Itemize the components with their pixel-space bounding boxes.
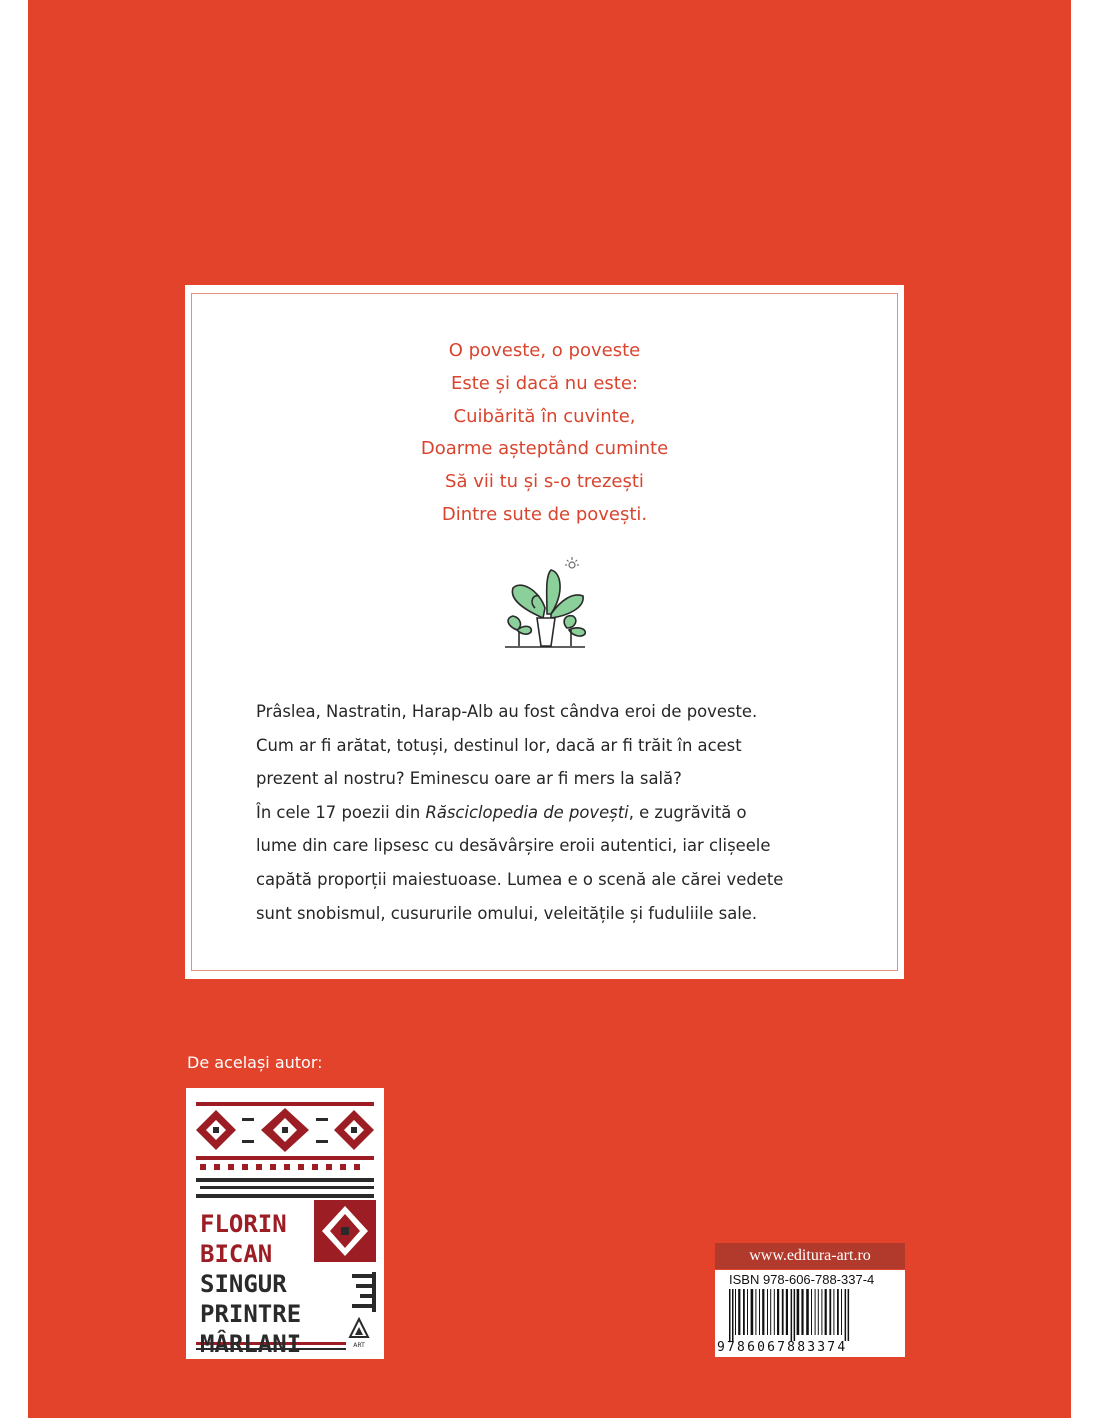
barcode-bar xyxy=(755,1289,756,1335)
related-book-title xyxy=(200,1209,301,1359)
poem xyxy=(185,335,904,532)
plant-illustration-icon xyxy=(495,548,595,656)
description-text: În cele 17 poezii din xyxy=(256,802,426,822)
barcode-bar xyxy=(791,1289,793,1341)
description-line xyxy=(256,796,846,830)
barcode-bar xyxy=(845,1289,847,1341)
book-title-line: PRINTRE xyxy=(200,1300,302,1328)
barcode-bar xyxy=(774,1289,775,1335)
barcode-number: 9786067883374 xyxy=(717,1340,848,1355)
description-line: prezent al nostru? Eminescu oare ar fi mers la sală? xyxy=(256,769,682,789)
description-line: lume din care lipsesc cu desăvârșire eroii autentici, iar clișeele xyxy=(256,836,771,856)
barcode-bar xyxy=(825,1289,827,1335)
barcode-bar xyxy=(738,1289,740,1335)
related-book-cover xyxy=(186,1088,384,1359)
isbn-block xyxy=(715,1270,905,1357)
book-author-line: FLORIN xyxy=(200,1210,287,1238)
description-paragraph xyxy=(256,796,846,930)
description-line: Cum ar fi arătat, totuși, destinul lor, dacă ar fi trăit în acest xyxy=(256,735,742,755)
barcode-area xyxy=(715,1243,905,1357)
description-line: sunt snobismul, cusururile omului, veleitățile și fuduliile sale. xyxy=(256,903,758,923)
description-line: capătă proporții maiestuoase. Lumea e o scenă ale cărei vedete xyxy=(256,869,784,889)
barcode-bar xyxy=(770,1289,771,1335)
text-panel xyxy=(185,285,904,979)
barcode-bar xyxy=(797,1289,800,1335)
barcode-bar xyxy=(794,1289,796,1341)
poem-line: Este și dacă nu este: xyxy=(451,372,638,394)
poem-line: Dintre sute de povești. xyxy=(441,503,648,525)
description-text: , e zugrăvită o xyxy=(628,802,747,822)
book-author-line: BICAN xyxy=(200,1240,273,1268)
barcode-bar xyxy=(782,1289,784,1335)
book-title-line: MÂRLANI xyxy=(200,1330,302,1358)
barcode-bar xyxy=(729,1289,731,1341)
book-back-cover xyxy=(28,0,1071,1418)
publisher-mark-text: ART xyxy=(353,1342,365,1349)
barcode-bar xyxy=(732,1289,734,1341)
barcode-icon xyxy=(725,1289,897,1341)
barcode-bar xyxy=(837,1289,839,1335)
description-line: Prâslea, Nastratin, Harap-Alb au fost cândva eroi de poveste. xyxy=(256,702,758,721)
barcode-bar xyxy=(848,1289,850,1341)
barcode-bar xyxy=(751,1289,754,1335)
book-title-italic: Răsciclopedia de povești xyxy=(425,802,629,822)
book-description xyxy=(256,695,846,930)
barcode-bar xyxy=(762,1289,764,1335)
barcode-bar xyxy=(821,1289,822,1335)
barcode-bar xyxy=(833,1289,834,1335)
barcode-bar xyxy=(829,1289,831,1335)
poem-line: Doarme așteptând cuminte xyxy=(420,438,669,460)
same-author-label: De același autor: xyxy=(187,1053,323,1072)
barcode-bar xyxy=(786,1289,788,1335)
barcode-bar xyxy=(811,1289,812,1335)
barcode-bar xyxy=(806,1289,809,1335)
isbn-text: ISBN 978-606-788-337-4 xyxy=(729,1272,875,1287)
barcode-bar xyxy=(815,1289,816,1335)
barcode-bar xyxy=(743,1289,745,1335)
publisher-logo-icon xyxy=(348,1317,370,1349)
barcode-bar xyxy=(818,1289,819,1335)
barcode-bar xyxy=(841,1289,842,1335)
barcode-bar xyxy=(767,1289,768,1335)
barcode-bar xyxy=(759,1289,760,1335)
poem-line: Să vii tu și s-o trezești xyxy=(445,471,644,493)
barcode-bar xyxy=(735,1289,736,1335)
barcode-bar xyxy=(747,1289,748,1335)
barcode-bar xyxy=(801,1289,803,1335)
description-paragraph xyxy=(256,695,846,796)
barcode-bar xyxy=(777,1289,779,1335)
poem-line: Cuibărită în cuvinte, xyxy=(453,405,636,427)
poem-line: O poveste, o poveste xyxy=(448,340,641,361)
website-label: www.editura-art.ro xyxy=(715,1243,905,1269)
book-title-line: SINGUR xyxy=(200,1270,287,1298)
